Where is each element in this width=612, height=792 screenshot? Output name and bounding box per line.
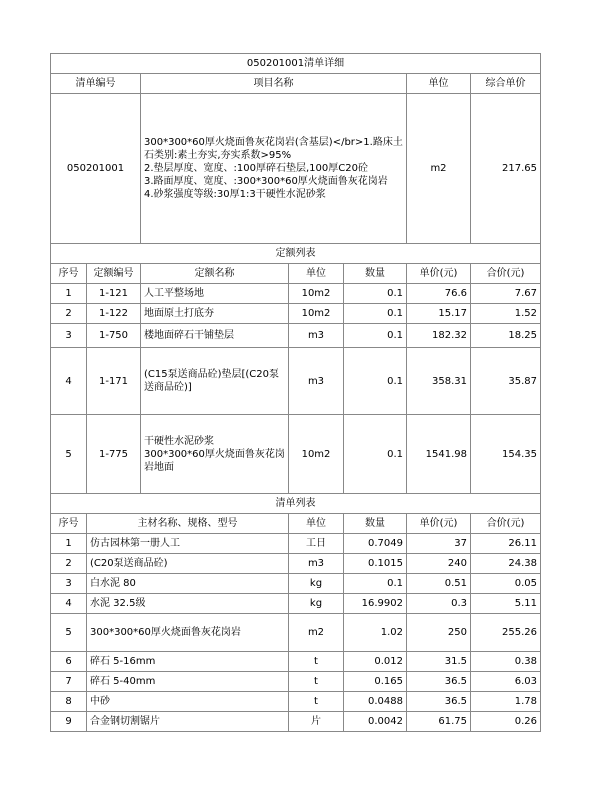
quota-unit-price: 1541.98 (407, 415, 471, 494)
quota-index: 4 (51, 348, 87, 415)
materials-header-index: 序号 (51, 514, 87, 534)
quota-code: 1-122 (87, 304, 141, 324)
materials-header-unit-price: 单价(元) (407, 514, 471, 534)
quota-total: 7.67 (471, 284, 541, 304)
quota-header-index: 序号 (51, 264, 87, 284)
material-unit-price: 31.5 (407, 652, 471, 672)
quota-unit: m3 (289, 324, 344, 348)
material-qty: 0.7049 (344, 534, 407, 554)
quota-header-unit: 单位 (289, 264, 344, 284)
material-index: 3 (51, 574, 87, 594)
material-row (51, 672, 541, 692)
quota-code: 1-750 (87, 324, 141, 348)
item-code: 050201001 (51, 94, 141, 244)
header-price: 综合单价 (471, 74, 541, 94)
quota-qty: 0.1 (344, 324, 407, 348)
quota-total: 35.87 (471, 348, 541, 415)
material-unit-price: 36.5 (407, 672, 471, 692)
material-index: 7 (51, 672, 87, 692)
material-row (51, 614, 541, 652)
quota-code: 1-171 (87, 348, 141, 415)
material-unit: t (289, 692, 344, 712)
material-unit: m3 (289, 554, 344, 574)
material-name: 碎石 5-16mm (87, 652, 289, 672)
material-total: 6.03 (471, 672, 541, 692)
quota-header-unit-price: 单价(元) (407, 264, 471, 284)
material-index: 9 (51, 712, 87, 732)
material-qty: 1.02 (344, 614, 407, 652)
material-total: 26.11 (471, 534, 541, 554)
material-index: 2 (51, 554, 87, 574)
quota-index: 2 (51, 304, 87, 324)
material-unit: m2 (289, 614, 344, 652)
material-qty: 0.0488 (344, 692, 407, 712)
item-description: 300*300*60厚火烧面鲁灰花岗岩(含基层)</br>1.路床土石类别:素土夯实,夯实系数>95% 2.垫层厚度、宽度、:100厚碎石垫层,100厚C20砼 3.路面厚度、宽度、:300*300*60厚火烧面鲁灰花岗岩 4.砂浆强度等级:30厚1:3干硬性水泥砂浆 (141, 94, 407, 244)
material-unit: t (289, 672, 344, 692)
quota-qty: 0.1 (344, 304, 407, 324)
quota-name: (C15泵送商品砼)垫层[(C20泵送商品砼)] (141, 348, 289, 415)
material-unit-price: 240 (407, 554, 471, 574)
materials-header-unit: 单位 (289, 514, 344, 534)
material-index: 1 (51, 534, 87, 554)
material-index: 6 (51, 652, 87, 672)
quota-qty: 0.1 (344, 348, 407, 415)
material-unit-price: 37 (407, 534, 471, 554)
material-row (51, 594, 541, 614)
quota-section-title: 定额列表 (51, 244, 541, 264)
material-qty: 0.1015 (344, 554, 407, 574)
quota-name: 干硬性水泥砂浆 300*300*60厚火烧面鲁灰花岗岩地面 (141, 415, 289, 494)
material-total: 255.26 (471, 614, 541, 652)
quota-qty: 0.1 (344, 415, 407, 494)
quota-name: 地面原土打底夯 (141, 304, 289, 324)
quota-unit: 10m2 (289, 284, 344, 304)
quota-total: 154.35 (471, 415, 541, 494)
quota-header-qty: 数量 (344, 264, 407, 284)
material-qty: 0.0042 (344, 712, 407, 732)
material-total: 1.78 (471, 692, 541, 712)
material-total: 5.11 (471, 594, 541, 614)
material-unit-price: 0.3 (407, 594, 471, 614)
material-name: 白水泥 80 (87, 574, 289, 594)
quota-row (51, 304, 541, 324)
material-qty: 0.012 (344, 652, 407, 672)
material-total: 24.38 (471, 554, 541, 574)
material-total: 0.26 (471, 712, 541, 732)
material-row (51, 652, 541, 672)
material-index: 8 (51, 692, 87, 712)
material-unit-price: 0.51 (407, 574, 471, 594)
quota-unit-price: 15.17 (407, 304, 471, 324)
material-name: (C20泵送商品砼) (87, 554, 289, 574)
quota-code: 1-775 (87, 415, 141, 494)
material-unit: kg (289, 574, 344, 594)
material-name: 中砂 (87, 692, 289, 712)
material-unit: 片 (289, 712, 344, 732)
materials-header-total: 合价(元) (471, 514, 541, 534)
material-unit: t (289, 652, 344, 672)
quota-code: 1-121 (87, 284, 141, 304)
quota-index: 1 (51, 284, 87, 304)
quota-unit: 10m2 (289, 304, 344, 324)
material-unit: kg (289, 594, 344, 614)
quota-name: 人工平整场地 (141, 284, 289, 304)
materials-header-name: 主材名称、规格、型号 (87, 514, 289, 534)
item-price: 217.65 (471, 94, 541, 244)
material-total: 0.05 (471, 574, 541, 594)
quota-name: 楼地面碎石干铺垫层 (141, 324, 289, 348)
material-row (51, 574, 541, 594)
table-title: 050201001清单详细 (51, 54, 541, 74)
material-name: 仿古园林第一册人工 (87, 534, 289, 554)
material-row (51, 554, 541, 574)
header-code: 清单编号 (51, 74, 141, 94)
material-name: 水泥 32.5级 (87, 594, 289, 614)
material-qty: 16.9902 (344, 594, 407, 614)
quota-row (51, 415, 541, 494)
quota-qty: 0.1 (344, 284, 407, 304)
quota-header-name: 定额名称 (141, 264, 289, 284)
quota-total: 1.52 (471, 304, 541, 324)
quota-unit-price: 76.6 (407, 284, 471, 304)
quota-index: 5 (51, 415, 87, 494)
material-unit: 工日 (289, 534, 344, 554)
quota-unit: 10m2 (289, 415, 344, 494)
quota-row (51, 284, 541, 304)
quota-total: 18.25 (471, 324, 541, 348)
material-name: 碎石 5-40mm (87, 672, 289, 692)
quota-row (51, 324, 541, 348)
material-unit-price: 250 (407, 614, 471, 652)
material-unit-price: 61.75 (407, 712, 471, 732)
bill-detail-table (50, 53, 541, 732)
quota-row (51, 348, 541, 415)
materials-section-title: 清单列表 (51, 494, 541, 514)
quota-index: 3 (51, 324, 87, 348)
material-name: 300*300*60厚火烧面鲁灰花岗岩 (87, 614, 289, 652)
header-unit: 单位 (407, 74, 471, 94)
quota-unit: m3 (289, 348, 344, 415)
material-row (51, 712, 541, 732)
material-index: 5 (51, 614, 87, 652)
material-qty: 0.1 (344, 574, 407, 594)
material-row (51, 692, 541, 712)
material-total: 0.38 (471, 652, 541, 672)
quota-unit-price: 358.31 (407, 348, 471, 415)
material-name: 合金钢切割锯片 (87, 712, 289, 732)
header-name: 项目名称 (141, 74, 407, 94)
material-index: 4 (51, 594, 87, 614)
material-qty: 0.165 (344, 672, 407, 692)
quota-unit-price: 182.32 (407, 324, 471, 348)
item-unit: m2 (407, 94, 471, 244)
material-unit-price: 36.5 (407, 692, 471, 712)
quota-header-code: 定额编号 (87, 264, 141, 284)
material-row (51, 534, 541, 554)
materials-header-qty: 数量 (344, 514, 407, 534)
quota-header-total: 合价(元) (471, 264, 541, 284)
